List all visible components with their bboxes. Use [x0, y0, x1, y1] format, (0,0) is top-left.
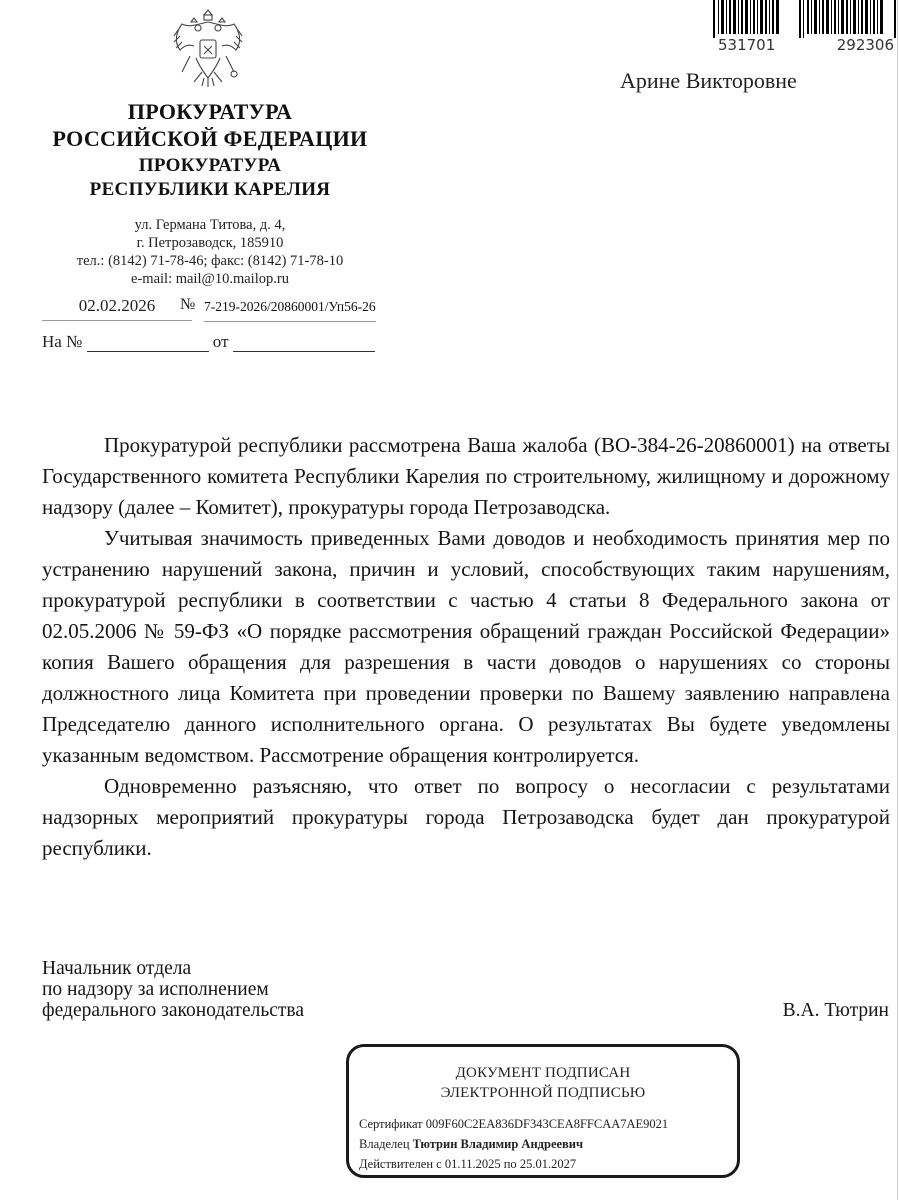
org-address	[20, 216, 400, 288]
stamp-certificate	[359, 1117, 668, 1132]
reply-to-from-label: от	[212, 332, 229, 351]
barcode-numbers	[718, 36, 898, 54]
barcode-number-right: 292306	[836, 36, 894, 54]
registration-number: 7-219-2026/20860001/Уп56-26	[204, 299, 376, 322]
owner-label: Владелец	[359, 1137, 410, 1151]
address-street: ул. Германа Титова, д. 4,	[134, 217, 286, 233]
valid-to-label: по	[503, 1157, 517, 1171]
signatory-title-line-3: федерального законодательства	[42, 1000, 305, 1021]
registration-number-sign: №	[180, 296, 196, 313]
stamp-validity	[359, 1157, 576, 1172]
stamp-heading-line-2: ЭЛЕКТРОННОЙ ПОДПИСЬЮ	[440, 1085, 646, 1101]
stamp-heading-line-1: ДОКУМЕНТ ПОДПИСАН	[455, 1065, 631, 1081]
signatory-title-line-1: Начальник отдела	[42, 958, 192, 979]
suborg-line-2: РЕСПУБЛИКИ КАРЕЛИЯ	[89, 179, 331, 200]
org-line-1: ПРОКУРАТУРА	[127, 99, 293, 124]
address-phone: тел.: (8142) 71-78-46; факс: (8142) 71-78-10	[76, 253, 344, 269]
page-edge	[897, 0, 898, 1200]
letter-body	[42, 430, 890, 864]
addressee-name: Арине Викторовне	[620, 68, 797, 93]
e-signature-stamp	[346, 1044, 740, 1178]
barcode-icon	[713, 0, 898, 38]
stamp-heading	[349, 1063, 737, 1103]
certificate-label: Сертификат	[359, 1117, 423, 1131]
valid-to: 25.01.2027	[519, 1157, 577, 1171]
reply-to-line	[42, 332, 375, 352]
barcode-number-left: 531701	[718, 36, 776, 54]
reply-to-number-blank	[87, 337, 209, 352]
body-paragraph: Прокуратурой республики рассмотрена Ваша жалоба (ВО-384-26-20860001) на ответы Государственного комитета Республики Карелия по строительному, жилищному и дорожному надзору (далее – Комитет), прокуратуры города Петрозаводска.	[42, 433, 890, 519]
signatory-name: В.А. Тютрин	[782, 1000, 889, 1021]
body-paragraph: Одновременно разъясняю, что ответ по вопросу о несогласии с результатами надзорных мероприятий прокуратуры города Петрозаводска будет дан прокуратурой республики.	[42, 774, 890, 860]
coat-of-arms-icon	[168, 6, 248, 90]
signatory-title	[42, 958, 304, 1021]
address-email: e-mail: mail@10.mailop.ru	[131, 271, 289, 287]
owner-value: Тютрин Владимир Андреевич	[412, 1137, 584, 1151]
suborg-line-1: ПРОКУРАТУРА	[138, 155, 282, 176]
org-line-2: РОССИЙСКОЙ ФЕДЕРАЦИИ	[52, 126, 368, 151]
org-name-regional	[20, 154, 400, 202]
org-name-federal	[20, 98, 400, 152]
address-city: г. Петрозаводск, 185910	[136, 235, 284, 251]
certificate-value: 009F60C2EA836DF343CEA8FFCAA7AE9021	[425, 1117, 669, 1131]
valid-from: 01.11.2025	[444, 1157, 501, 1171]
stamp-owner	[359, 1137, 583, 1152]
reply-to-no-label: На №	[42, 332, 83, 351]
registration-date: 02.02.2026	[42, 296, 192, 321]
reply-to-date-blank	[233, 337, 375, 352]
valid-from-label: Действителен с	[359, 1157, 442, 1171]
signatory-title-line-2: по надзору за исполнением	[42, 979, 269, 1000]
body-paragraph: Учитывая значимость приведенных Вами доводов и необходимость принятия мер по устранению нарушений закона, причин и условий, способствующих таким нарушениям, прокуратурой республики в соответствии с частью 4 статьи 8 Федерального закона от 02.05.2006 № 59-ФЗ «О порядке рассмотрения обращений граждан Российской Федерации» копия Вашего обращения для разрешения в части доводов о нарушениях со стороны должностного лица Комитета при проведении проверки по Вашему заявлению направлена Председателю данного исполнительного органа. О результатах Вы будете уведомлены указанным ведомством. Рассмотрение обращения контролируется.	[42, 526, 890, 767]
